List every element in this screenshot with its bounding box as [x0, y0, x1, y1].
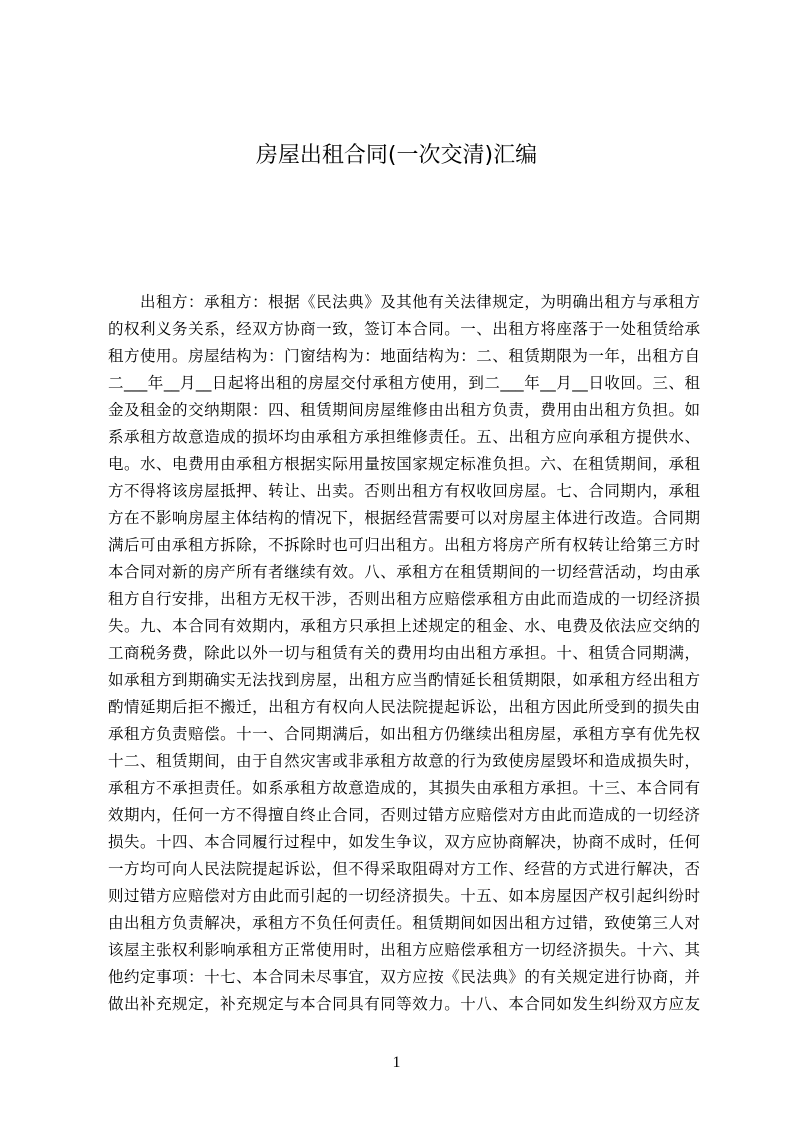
body-text-line: 酌情延期后拒不搬迁，出租方有权向人民法院提起诉讼，出租方因此所受到的损失由 [108, 698, 700, 716]
body-text-line: 满后可由承租方拆除，不拆除时也可归出租方。出租方将房产所有权转让给第三方时 [108, 536, 700, 554]
body-text-line: 十二、租赁期间，由于自然灾害或非承租方故意的行为致使房屋毁坏和造成损失时， [108, 752, 700, 770]
body-text-line: 效期内，任何一方不得擅自终止合同，否则过错方应赔偿对方由此而造成的一切经济 [108, 806, 700, 824]
body-text-line: 出租方：承租方：根据《民法典》及其他有关法律规定，为明确出租方与承租方 [140, 293, 700, 311]
body-text-line: 的权利义务关系，经双方协商一致，签订本合同。一、出租方将座落于一处租赁给承 [108, 320, 700, 338]
document-title: 房屋出租合同(一次交清)汇编 [255, 143, 538, 168]
body-text-line: 方不得将该房屋抵押、转让、出卖。否则出租方有权收回房屋。七、合同期内，承租 [108, 482, 700, 500]
body-text-line: 二___年__月__日起将出租的房屋交付承租方使用，到二___年__月__日收回。三、租 [108, 374, 700, 392]
body-text-line: 承租方负责赔偿。十一、合同期满后，如出租方仍继续出租房屋，承租方享有优先权 [108, 725, 700, 743]
body-text-line: 租方使用。房屋结构为：门窗结构为：地面结构为：二、租赁期限为一年，出租方自 [108, 347, 700, 365]
body-text-line: 由出租方负责解决，承租方不负任何责任。租赁期间如因出租方过错，致使第三人对 [108, 914, 700, 932]
body-text-line: 租方自行安排，出租方无权干涉，否则出租方应赔偿承租方由此而造成的一切经济损 [108, 590, 700, 608]
body-text-line: 一方均可向人民法院提起诉讼，但不得采取阻碍对方工作、经营的方式进行解决，否 [108, 860, 700, 878]
body-text-line: 如承租方到期确实无法找到房屋，出租方应当酌情延长租赁期限，如承租方经出租方 [108, 671, 700, 689]
body-text-line: 本合同对新的房产所有者继续有效。八、承租方在租赁期间的一切经营活动，均由承 [108, 563, 700, 581]
body-text-line: 则过错方应赔偿对方由此而引起的一切经济损失。十五、如本房屋因产权引起纠纷时 [108, 887, 700, 905]
body-text-line: 金及租金的交纳期限：四、租赁期间房屋维修由出租方负责，费用由出租方负担。如 [108, 401, 700, 419]
page-number: 1 [392, 1054, 401, 1071]
body-text-line: 该屋主张权利影响承租方正常使用时，出租方应赔偿承租方一切经济损失。十六、其 [108, 941, 700, 959]
body-text-line: 做出补充规定，补充规定与本合同具有同等效力。十八、本合同如发生纠纷双方应友 [108, 995, 700, 1013]
body-text-line: 损失。十四、本合同履行过程中，如发生争议，双方应协商解决，协商不成时，任何 [108, 833, 700, 851]
body-text-line: 方在不影响房屋主体结构的情况下，根据经营需要可以对房屋主体进行改造。合同期 [108, 509, 700, 527]
body-text-line: 工商税务费，除此以外一切与租赁有关的费用均由出租方承担。十、租赁合同期满， [108, 644, 700, 662]
body-text-line: 他约定事项：十七、本合同未尽事宜，双方应按《民法典》的有关规定进行协商，并 [108, 968, 700, 986]
contract-body [108, 289, 700, 1018]
body-text-line: 电。水、电费用由承租方根据实际用量按国家规定标准负担。六、在租赁期间，承租 [108, 455, 700, 473]
body-text-line: 失。九、本合同有效期内，承租方只承担上述规定的租金、水、电费及依法应交纳的 [108, 617, 700, 635]
body-text-line: 系承租方故意造成的损坏均由承租方承担维修责任。五、出租方应向承租方提供水、 [108, 428, 700, 446]
body-text-line: 承租方不承担责任。如系承租方故意造成的，其损失由承租方承担。十三、本合同有 [108, 779, 700, 797]
